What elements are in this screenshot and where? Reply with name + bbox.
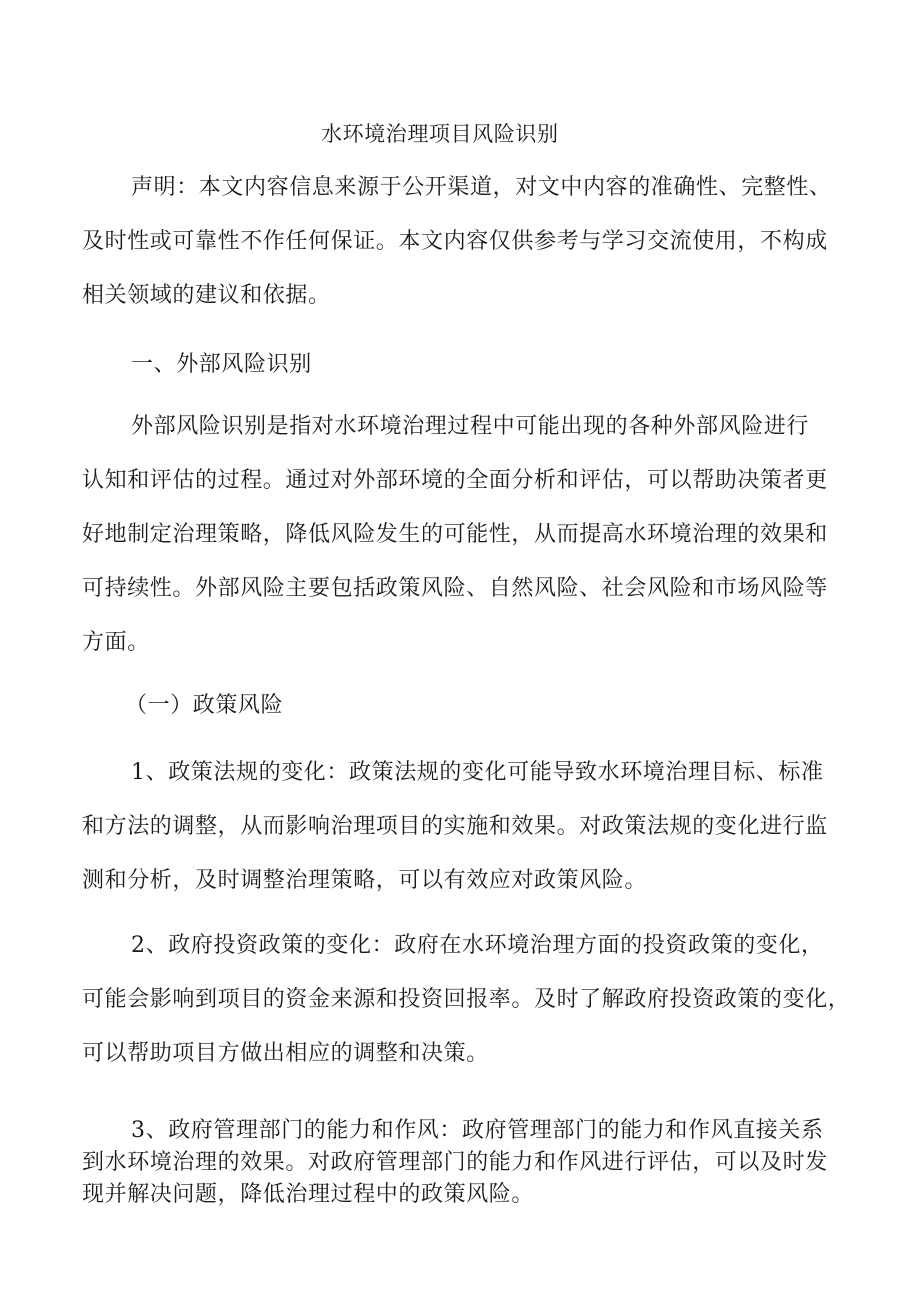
section-heading: 一、外部风险识别 <box>131 352 312 377</box>
paragraph-line: 2、政府投资政策的变化：政府在水环境治理方面的投资政策的变化， <box>131 933 824 958</box>
disclaimer-line: 声明：本文内容信息来源于公开渠道，对文中内容的准确性、完整性、 <box>131 175 832 200</box>
paragraph-line: 可持续性。外部风险主要包括政策风险、自然风险、社会风险和市场风险等 <box>82 576 828 601</box>
disclaimer-line: 相关领域的建议和依据。 <box>82 283 331 308</box>
paragraph-line: 外部风险识别是指对水环境治理过程中可能出现的各种外部风险进行 <box>131 414 810 439</box>
paragraph-line: 到水环境治理的效果。对政府管理部门的能力和作风进行评估，可以及时发 <box>82 1150 828 1175</box>
paragraph-line: 好地制定治理策略，降低风险发生的可能性，从而提高水环境治理的效果和 <box>82 522 828 547</box>
subsection-heading: （一）政策风险 <box>125 693 284 718</box>
paragraph-line: 1、政策法规的变化：政策法规的变化可能导致水环境治理目标、标准 <box>131 760 824 785</box>
paragraph-line: 3、政府管理部门的能力和作风：政府管理部门的能力和作风直接关系 <box>131 1118 824 1143</box>
paragraph-line: 测和分析，及时调整治理策略，可以有效应对政策风险。 <box>82 868 648 893</box>
paragraph-line: 认知和评估的过程。通过对外部环境的全面分析和评估，可以帮助决策者更 <box>82 468 828 493</box>
disclaimer-line: 及时性或可靠性不作任何保证。本文内容仅供参考与学习交流使用，不构成 <box>82 229 828 254</box>
paragraph-line: 和方法的调整，从而影响治理项目的实施和效果。对政策法规的变化进行监 <box>82 814 828 839</box>
paragraph-line: 可以帮助项目方做出相应的调整和决策。 <box>82 1041 489 1066</box>
paragraph-line: 现并解决问题，降低治理过程中的政策风险。 <box>82 1182 535 1207</box>
document-title: 水环境治理项目风险识别 <box>321 122 559 146</box>
paragraph-line: 方面。 <box>82 630 150 655</box>
paragraph-line: 可能会影响到项目的资金来源和投资回报率。及时了解政府投资政策的变化， <box>82 987 851 1012</box>
